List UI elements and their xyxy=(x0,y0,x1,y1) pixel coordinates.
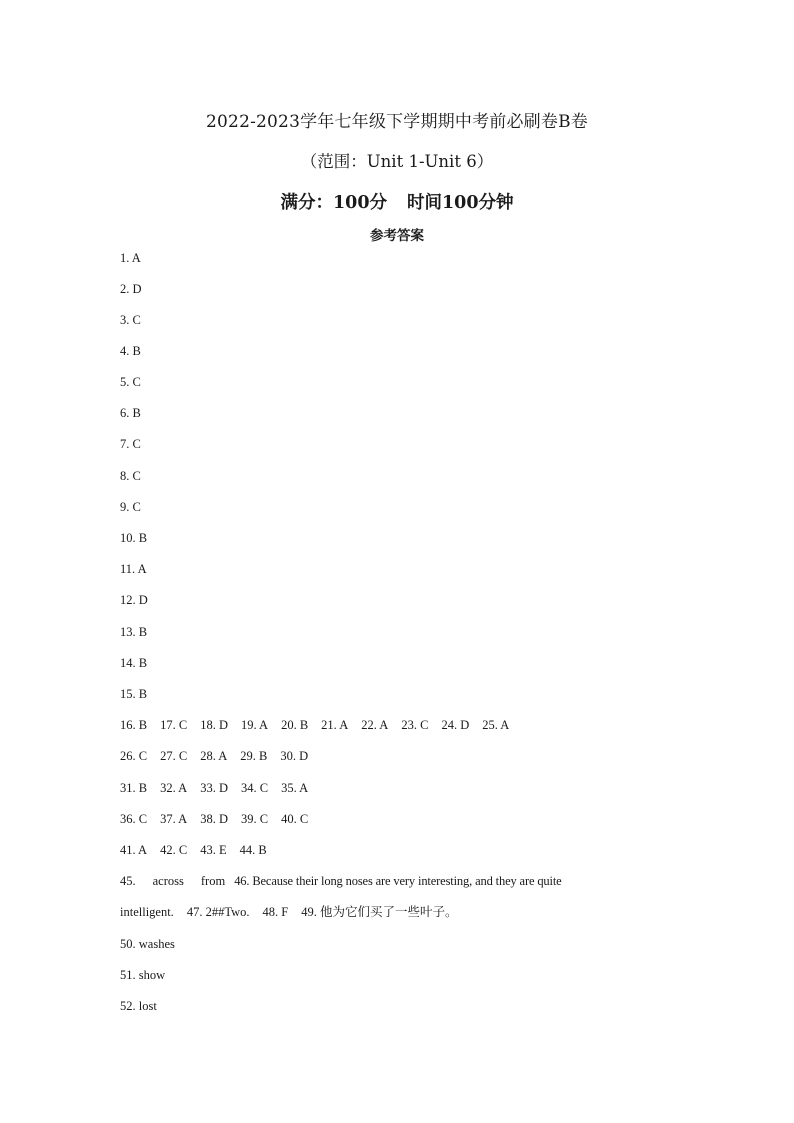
answer-46: 46. Because their long noses are very interesting, and they are quite xyxy=(234,874,562,888)
answer-36: 36. C xyxy=(120,812,148,826)
answer-7: 7. C xyxy=(120,437,141,451)
answer-37: 37. A xyxy=(160,812,188,826)
answer-24: 24. D xyxy=(441,718,470,732)
answer-9: 9. C xyxy=(120,500,141,514)
time-label: 时间100分钟 xyxy=(407,193,514,213)
answer-8: 8. C xyxy=(120,469,141,483)
answer-28: 28. A xyxy=(200,749,228,763)
answer-48: 48. F xyxy=(262,905,289,919)
answer-31: 31. B xyxy=(120,781,148,795)
answer-45-blank-2: from xyxy=(200,874,226,888)
answer-5: 5. C xyxy=(120,375,141,389)
answer-row-36-40 xyxy=(120,811,660,827)
answer-16: 16. B xyxy=(120,718,148,732)
answer-4: 4. B xyxy=(120,344,141,358)
page-title: 2022-2023学年七年级下学期期中考前必刷卷B卷 xyxy=(206,112,588,132)
answer-30: 30. D xyxy=(280,749,309,763)
answer-45-blank-1: across xyxy=(152,874,184,888)
answer-52: 52. lost xyxy=(120,999,157,1013)
answer-19: 19. A xyxy=(240,718,269,732)
answer-21: 21. A xyxy=(321,718,349,732)
answer-22: 22. A xyxy=(361,718,389,732)
answer-15: 15. B xyxy=(120,687,148,701)
answer-44: 44. B xyxy=(239,843,267,857)
answer-3: 3. C xyxy=(120,313,141,327)
answer-27: 27. C xyxy=(160,749,188,763)
answer-34: 34. C xyxy=(240,781,269,795)
answer-39: 39. C xyxy=(240,812,269,826)
answer-25: 25. A xyxy=(482,718,510,732)
answer-6: 6. B xyxy=(120,406,141,420)
answer-51: 51. show xyxy=(120,968,166,982)
answer-33: 33. D xyxy=(200,781,228,795)
answer-43: 43. E xyxy=(200,843,227,857)
answer-50: 50. washes xyxy=(120,937,175,951)
answer-45-number: 45. xyxy=(120,874,136,888)
answer-42: 42. C xyxy=(160,843,188,857)
answer-key-heading: 参考答案 xyxy=(370,228,424,244)
answer-35: 35. A xyxy=(281,781,309,795)
answer-2: 2. D xyxy=(120,282,142,296)
answer-14: 14. B xyxy=(120,656,148,670)
answer-13: 13. B xyxy=(120,625,148,639)
answer-10: 10. B xyxy=(120,531,148,545)
answer-26: 26. C xyxy=(120,749,148,763)
answer-49: 49. 他为它们买了一些叶子。 xyxy=(301,905,458,919)
answer-12: 12. D xyxy=(120,593,148,607)
answer-row-45-46 xyxy=(120,873,660,889)
answer-row-26-30 xyxy=(120,748,660,764)
answer-20: 20. B xyxy=(281,718,309,732)
answer-41: 41. A xyxy=(120,843,148,857)
answer-row-31-35 xyxy=(120,780,660,796)
exam-scope: （范围：Unit 1-Unit 6） xyxy=(300,152,494,171)
answer-1: 1. A xyxy=(120,251,141,265)
answer-46-continued: intelligent. xyxy=(120,905,174,919)
answer-38: 38. D xyxy=(200,812,228,826)
answer-40: 40. C xyxy=(281,812,309,826)
answer-47: 47. 2##Two. xyxy=(186,905,250,919)
full-score-label: 满分：100分 xyxy=(280,193,387,213)
answer-row-46-49 xyxy=(120,904,660,920)
answer-18: 18. D xyxy=(200,718,228,732)
answer-11: 11. A xyxy=(120,562,147,576)
answer-row-41-44 xyxy=(120,842,660,858)
answer-32: 32. A xyxy=(160,781,188,795)
answer-23: 23. C xyxy=(401,718,429,732)
exam-score-time xyxy=(0,189,794,214)
answer-row-16-25 xyxy=(120,717,660,733)
answer-17: 17. C xyxy=(160,718,188,732)
answer-29: 29. B xyxy=(240,749,268,763)
